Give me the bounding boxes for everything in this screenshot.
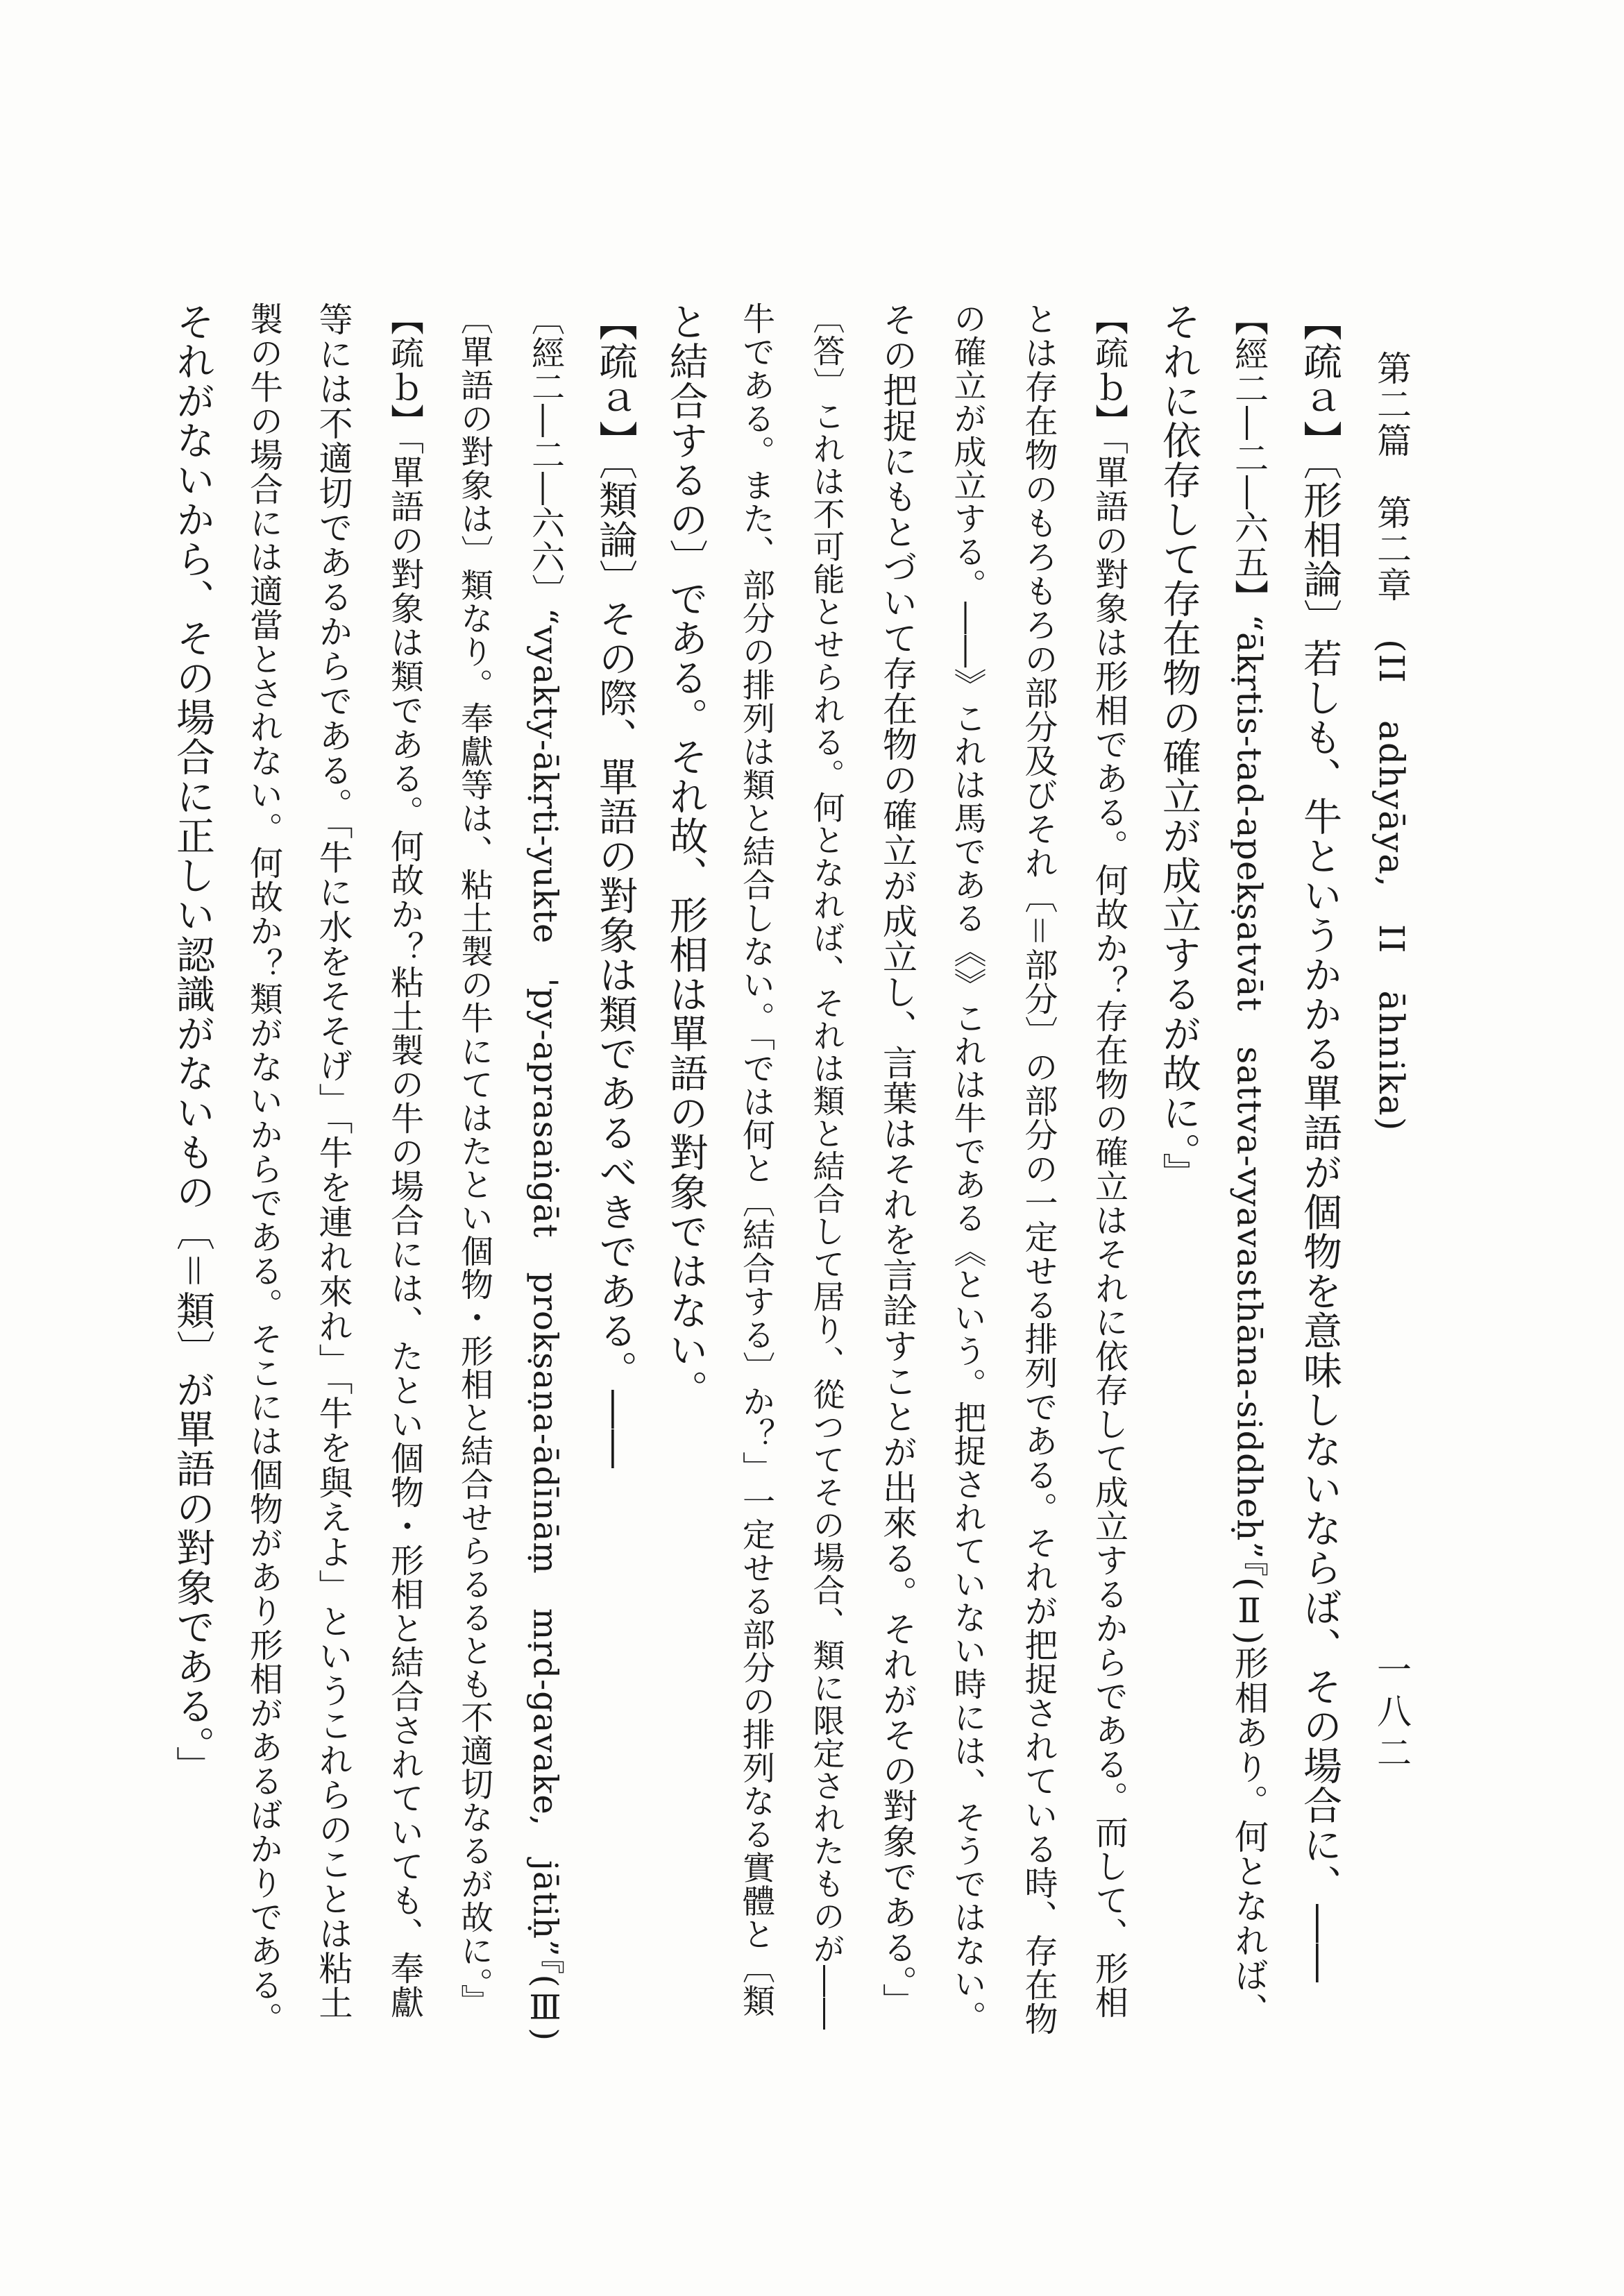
text-column-10: と結合するの〕である。それ故、形相は單語の對象ではない。 bbox=[663, 302, 709, 1409]
text-column-17: それがないから、その場合に正しい認識がないもの〔＝類〕が單語の對象である。」 bbox=[170, 302, 215, 1785]
text-column-2: 【經二―二―六五】“ākṛtis-tad-apekṣatvāt sattva-vyavasthāna-siddheḥ”『(Ⅱ)形相あり。何となれば、 bbox=[1229, 302, 1269, 2027]
text-column-9: 牛である。また、部分の排列は類と結合しない。「では何と〔結合する〕か？」一定せる部分の排列なる實體と〔類 bbox=[737, 302, 775, 2018]
text-column-4: 【疏ｂ】「單語の對象は形相である。何故か？存在物の確立はそれに依存して成立するからである。而して、形相 bbox=[1089, 302, 1128, 2019]
text-column-14: 【疏ｂ】「單語の對象は類である。何故か？粘土製の牛の場合には、たとい個物・形相と結合されていても、奉獻 bbox=[384, 302, 424, 2019]
text-column-11: 【疏ａ】〔類論〕その際、單語の對象は類であるべきである。―― bbox=[593, 302, 638, 1469]
text-column-1: 【疏ａ】〔形相論〕若しも、牛というかかる單語が個物を意味しないならば、その場合に、―― bbox=[1297, 302, 1342, 1983]
text-column-5: とは存在物のもろもろの部分及びそれ〔＝部分〕の部分の一定せる排列である。それが把捉されている時、存在物 bbox=[1019, 302, 1058, 2036]
text-column-13: 〔單語の對象は〕類なり。奉獻等は、粘土製の牛にてはたとい個物・形相と結合せらるるとも不適切なるが故に。』 bbox=[455, 302, 493, 2018]
text-column-12: 〔經二―二―六六〕“vyakty-ākṛti-yukte 'py-aprasaṅgāt prokṣaṇa-ādīnāṃ mṛd-gavake, jātiḥ”『(Ⅲ) bbox=[525, 302, 565, 2042]
text-column-3: それに依存して存在物の確立が成立するが故に。』 bbox=[1156, 302, 1201, 1192]
text-column-16: 製の牛の場合には適當とされない。何故か？類がないからである。そこには個物があり形相があるばかりである。 bbox=[244, 302, 283, 2036]
body-text bbox=[158, 302, 1355, 2043]
text-column-15: 等には不適切であるからである。「牛に水をそそげ」「牛を連れ來れ」「牛を與えよ」というこれらのことは粘土 bbox=[314, 302, 353, 2021]
running-head: 第二篇 第二章 (II adhyāya, II āhnika) bbox=[1371, 350, 1412, 1132]
text-column-8: 〔答〕これは不可能とせられる。何となれば、それは類と結合して居り、從つてその場合、類に限定されたものが―― bbox=[808, 302, 846, 2030]
page-number: 一八二 bbox=[1371, 1651, 1412, 1776]
text-column-7: その把捉にもとづいて存在物の確立が成立し、言葉はそれを言詮すことが出來る。それがその對象である。」 bbox=[877, 302, 917, 2018]
text-column-6: の確立が成立する。――》これは馬である《》これは牛である《という。把捉されていない時には、そうではない。 bbox=[948, 302, 987, 2034]
